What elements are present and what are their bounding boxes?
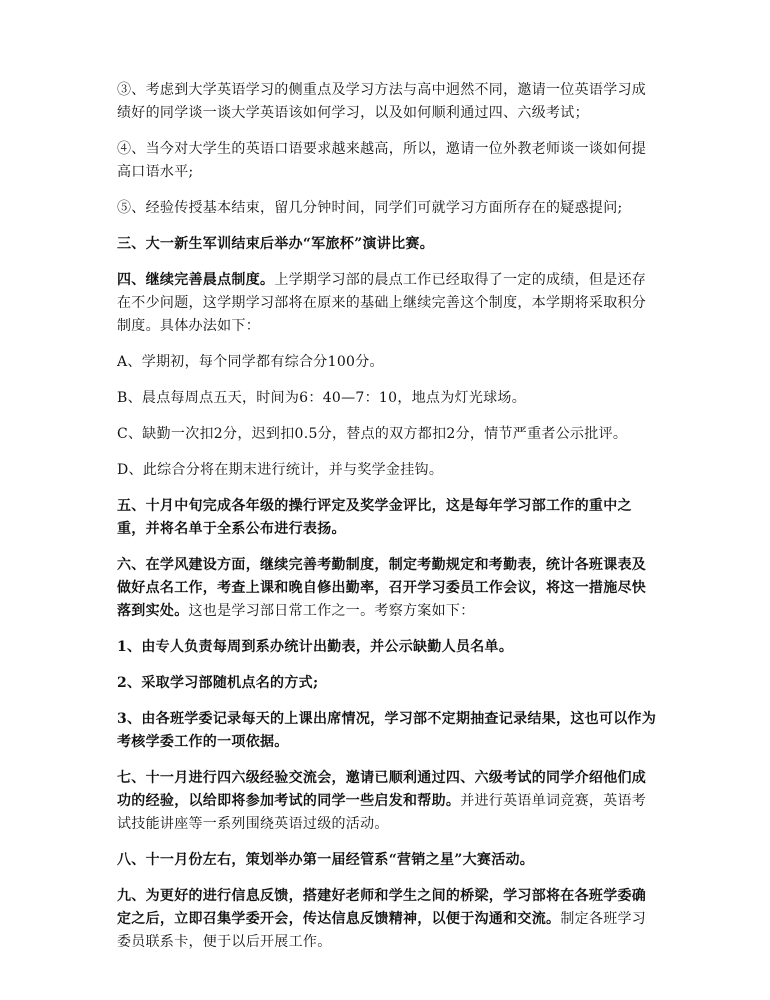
paragraph-bold-text: 六、在学风建设方面，继续完善考勤制度，制定考勤规定和考勤表，统计各班课表及做好点名工作，考查上课和晚自修出勤率，召开学习委员工作会议，将这一措施尽快落到实处。: [117, 557, 647, 619]
paragraph-text: C、缺勤一次扣2分，迟到扣0.5分，替点的双方都扣2分，情节严重者公示批评。: [117, 426, 628, 442]
paragraph-text: 上学期学习部的晨点工作已经取得了一定的成绩，但是还存在不少问题，这学期学习部将在原来的基础上继续完善这个制度，本学期将采取积分制度。具体办法如下：: [117, 272, 647, 334]
paragraph-text: D、此综合分将在期末进行统计，并与奖学金挂钩。: [117, 462, 444, 478]
list-item: [117, 672, 657, 695]
paragraph-bold-text: 九、为更好的进行信息反馈，搭建好老师和学生之间的桥梁，学习部将在各班学委确定之后，立即召集学委开会，传达信息反馈精神，以便于沟通和交流。: [117, 888, 647, 927]
list-item: [117, 636, 657, 659]
paragraph-bold-text: 五、十月中旬完成各年级的操行评定及奖学金评比，这是每年学习部工作的重中之重，并将名单于全系公布进行表扬。: [117, 498, 632, 537]
paragraph-bold-text: 2、采取学习部随机点名的方式;: [117, 675, 319, 691]
section-heading: [117, 233, 657, 256]
paragraph: [117, 138, 657, 184]
section-heading: [117, 495, 657, 541]
list-item: [117, 423, 657, 446]
paragraph-bold-text: 三、大一新生军训结束后举办“军旅杯”演讲比赛。: [117, 236, 435, 252]
paragraph-bold-text: 七、十一月进行四六级经验交流会，邀请已顺利通过四、六级考试的同学介绍他们成功的经验，以给即将参加考试的同学一些启发和帮助。: [117, 770, 647, 809]
list-item: [117, 459, 657, 482]
document-body: [117, 79, 657, 967]
paragraph: [117, 197, 657, 220]
section-heading: [117, 849, 657, 872]
paragraph-text: ③、考虑到大学英语学习的侧重点及学习方法与高中迥然不同，邀请一位英语学习成绩好的同学谈一谈大学英语该如何学习，以及如何顺利通过四、六级考试；: [117, 82, 647, 121]
paragraph: [117, 554, 657, 623]
paragraph-text: ④、当今对大学生的英语口语要求越来越高，所以，邀请一位外教老师谈一谈如何提高口语水平;: [117, 141, 647, 180]
paragraph-text: 制定各班学习委员联系卡，便于以后开展工作。: [117, 911, 647, 950]
paragraph-text: A、学期初，每个同学都有综合分100分。: [117, 354, 384, 370]
list-item: [117, 387, 657, 410]
list-item: [117, 351, 657, 374]
paragraph-text: ⑤、经验传授基本结束，留几分钟时间，同学们可就学习方面所存在的疑惑提问;: [117, 200, 623, 216]
paragraph-text: 这也是学习部日常工作之一。考察方案如下：: [188, 603, 475, 619]
paragraph-bold-text: 八、十一月份左右，策划举办第一届经管系“营销之星”大赛活动。: [117, 852, 535, 868]
paragraph: [117, 79, 657, 125]
list-item: [117, 708, 657, 754]
paragraph-bold-text: 3、由各班学委记录每天的上课出席情况，学习部不定期抽查记录结果，这也可以作为考核学委工作的一项依据。: [117, 711, 657, 750]
paragraph-bold-text: 1、由专人负责每周到系办统计出勤表，并公示缺勤人员名单。: [117, 639, 514, 655]
paragraph: [117, 269, 657, 338]
paragraph-text: 并进行英语单词竞赛，英语考试技能讲座等一系列围绕英语过级的活动。: [117, 793, 647, 832]
paragraph-text: B、晨点每周点五天，时间为6：40—7：10，地点为灯光球场。: [117, 390, 527, 406]
paragraph-bold-text: 四、继续完善晨点制度。: [117, 272, 275, 288]
paragraph: [117, 767, 657, 836]
paragraph: [117, 885, 657, 954]
